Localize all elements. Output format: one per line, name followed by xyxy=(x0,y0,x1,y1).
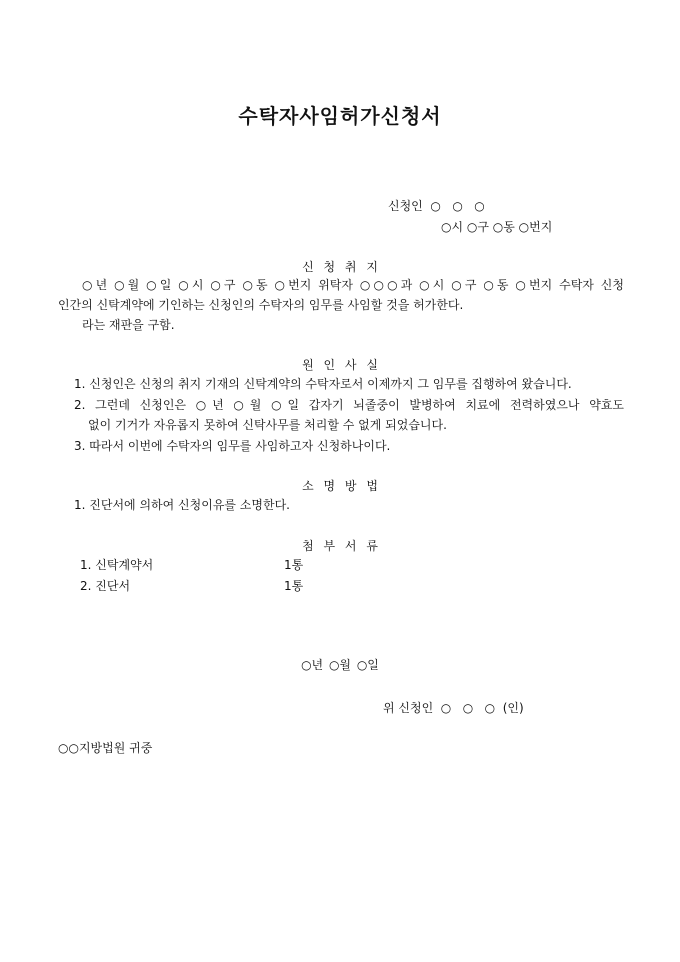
cause-item-2-line-1: 2. 그런데 신청인은 ○년 ○월 ○일 갑자기 뇌졸중이 발병하여 치료에 전력하였으나 약효도 xyxy=(74,398,624,412)
attachment-count: 1통 xyxy=(284,558,304,572)
cause-heading: 원 인 사 실 xyxy=(302,358,378,372)
attachment-count: 1통 xyxy=(284,579,304,593)
attachment-name: 2. 진단서 xyxy=(80,579,131,593)
proof-heading: 소 명 방 법 xyxy=(302,479,378,493)
court-addressee: ○○지방법원 귀중 xyxy=(58,741,153,755)
cause-item-3: 3. 따라서 이번에 수탁자의 임무를 사임하고자 신청하나이다. xyxy=(74,439,391,453)
attachments-heading: 첨 부 서 류 xyxy=(302,539,378,553)
purpose-line-3: 라는 재판을 구함. xyxy=(82,318,175,332)
purpose-line-2: 인간의 신탁계약에 기인하는 신청인의 수탁자의 임무를 사임할 것을 허가한다. xyxy=(58,298,464,312)
cause-item-1: 1. 신청인은 신청의 취지 기재의 신탁계약의 수탁자로서 이제까지 그 임무를 집행하여 왔습니다. xyxy=(74,377,572,391)
applicant-signature: 위 신청인 ○ ○ ○ (인) xyxy=(383,701,524,715)
applicant-name: 신청인 ○ ○ ○ xyxy=(388,199,485,213)
applicant-address: ○시 ○구 ○동 ○번지 xyxy=(441,220,553,234)
cause-item-2-line-2: 없이 기거가 자유롭지 못하여 신탁사무를 처리할 수 없게 되었습니다. xyxy=(88,418,447,432)
purpose-line-1: ○년 ○월 ○일 ○시 ○구 ○동 ○번지 위탁자 ○○○과 ○시 ○구 ○동 ○번지 수탁자 신청 xyxy=(82,278,624,292)
document-date: ○년 ○월 ○일 xyxy=(301,658,379,672)
purpose-heading: 신 청 취 지 xyxy=(302,260,378,274)
document-title: 수탁자사임허가신청서 xyxy=(238,104,442,128)
attachment-name: 1. 신탁계약서 xyxy=(80,558,154,572)
proof-item-1: 1. 진단서에 의하여 신청이유를 소명한다. xyxy=(74,498,290,512)
